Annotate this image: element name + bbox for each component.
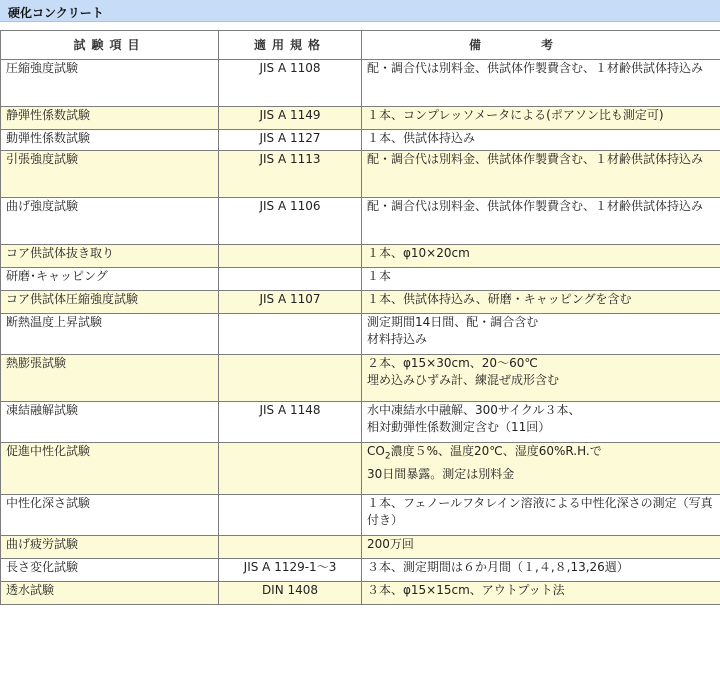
table-header-row [1,31,720,60]
remarks-line: 水中凍結水中融解、300サイクル３本、 [367,403,581,417]
remarks-line: １本、供試体持込み、研磨・キャッピングを含む [367,292,632,306]
table-row [1,402,720,443]
test-item-name: コア供試体抜き取り [1,245,219,268]
test-standard: JIS A 1127 [219,130,362,151]
test-item-name: 静弾性係数試験 [1,107,219,130]
remarks-line: 埋め込みひずみ計、練混ぜ成形含む [367,373,560,387]
co2-subscript: 2 [384,451,391,462]
test-standard: JIS A 1106 [219,198,362,245]
test-price-table [0,30,720,605]
test-item-name: 引張強度試験 [1,151,219,198]
test-standard: DIN 1408 [219,582,362,605]
remarks-line: １本、コンプレッソメータによる(ポアソン比も測定可) [367,108,664,122]
test-item-name: 動弾性係数試験 [1,130,219,151]
table-row [1,314,720,355]
test-item-name: 促進中性化試験 [1,443,219,495]
test-remarks [362,559,720,582]
remarks-line: １本、φ10×20cm [367,246,470,260]
remarks-line: 配・調合代は別料金、供試体作製費含む、１材齢供試体持込み [367,61,704,75]
test-standard [219,536,362,559]
test-item-name: 曲げ強度試験 [1,198,219,245]
table-row [1,559,720,582]
table-row [1,355,720,402]
test-remarks [362,268,720,291]
test-standard [219,314,362,355]
test-remarks [362,291,720,314]
table-row [1,151,720,198]
test-item-name: 透水試験 [1,582,219,605]
remarks-line: ３本、測定期間は６か月間（１,４,８,13,26週） [367,560,629,574]
test-remarks [362,402,720,443]
test-standard [219,268,362,291]
test-standard: JIS A 1148 [219,402,362,443]
test-remarks [362,314,720,355]
table-row [1,536,720,559]
test-remarks [362,130,720,151]
test-remarks [362,582,720,605]
remarks-line: 材料持込み [367,332,428,346]
test-item-name: 断熱温度上昇試験 [1,314,219,355]
test-remarks [362,107,720,130]
header-test-item: 試験項目 [1,31,219,60]
remarks-line: 30日間暴露。測定は別料金 [367,467,515,481]
test-standard: JIS A 1113 [219,151,362,198]
test-standard [219,355,362,402]
table-row [1,60,720,107]
test-standard [219,495,362,536]
section-title: 硬化コンクリート [8,6,104,20]
remarks-line: 相対動弾性係数測定含む（11回） [367,420,551,434]
remarks-line: １本 [367,269,392,283]
remarks-line: １本、フェノールフタレイン溶液による中性化深さの測定（写真付き） [367,496,713,527]
co2-condition: 濃度５%、温度20℃、湿度60%R.H.で [390,444,602,458]
test-item-name: コア供試体圧縮強度試験 [1,291,219,314]
table-row [1,130,720,151]
remarks-line: 測定期間14日間、配・調合含む [367,315,539,329]
test-remarks [362,355,720,402]
header-remarks: 備考 [362,31,720,60]
section-title-bar [0,0,720,22]
table-row [1,245,720,268]
test-standard: JIS A 1107 [219,291,362,314]
header-standard: 適用規格 [219,31,362,60]
table-row [1,198,720,245]
remarks-line: １本、供試体持込み [367,131,476,145]
test-remarks [362,245,720,268]
test-item-name: 研磨･キャッピング [1,268,219,291]
remarks-line: ２本、φ15×30cm、20～60℃ [367,356,538,370]
test-remarks [362,151,720,198]
test-item-name: 熱膨張試験 [1,355,219,402]
test-standard: JIS A 1149 [219,107,362,130]
test-remarks [362,443,720,495]
table-row [1,582,720,605]
remarks-line: ３本、φ15×15cm、アウトプット法 [367,583,565,597]
test-item-name: 凍結融解試験 [1,402,219,443]
table-row [1,107,720,130]
table-row [1,291,720,314]
test-item-name: 中性化深さ試験 [1,495,219,536]
remarks-line: 200万回 [367,537,414,551]
remarks-line [367,443,715,460]
test-standard [219,245,362,268]
test-remarks [362,60,720,107]
test-standard: JIS A 1108 [219,60,362,107]
table-row [1,495,720,536]
test-remarks [362,495,720,536]
co2-prefix: CO [367,444,385,458]
test-standard: JIS A 1129-1～3 [219,559,362,582]
test-item-name: 長さ変化試験 [1,559,219,582]
table-row [1,443,720,495]
table-row [1,268,720,291]
remarks-line: 配・調合代は別料金、供試体作製費含む、１材齢供試体持込み [367,199,704,213]
test-standard [219,443,362,495]
test-remarks [362,198,720,245]
test-item-name: 圧縮強度試験 [1,60,219,107]
remarks-line: 配・調合代は別料金、供試体作製費含む、１材齢供試体持込み [367,152,704,166]
test-item-name: 曲げ疲労試験 [1,536,219,559]
test-remarks [362,536,720,559]
